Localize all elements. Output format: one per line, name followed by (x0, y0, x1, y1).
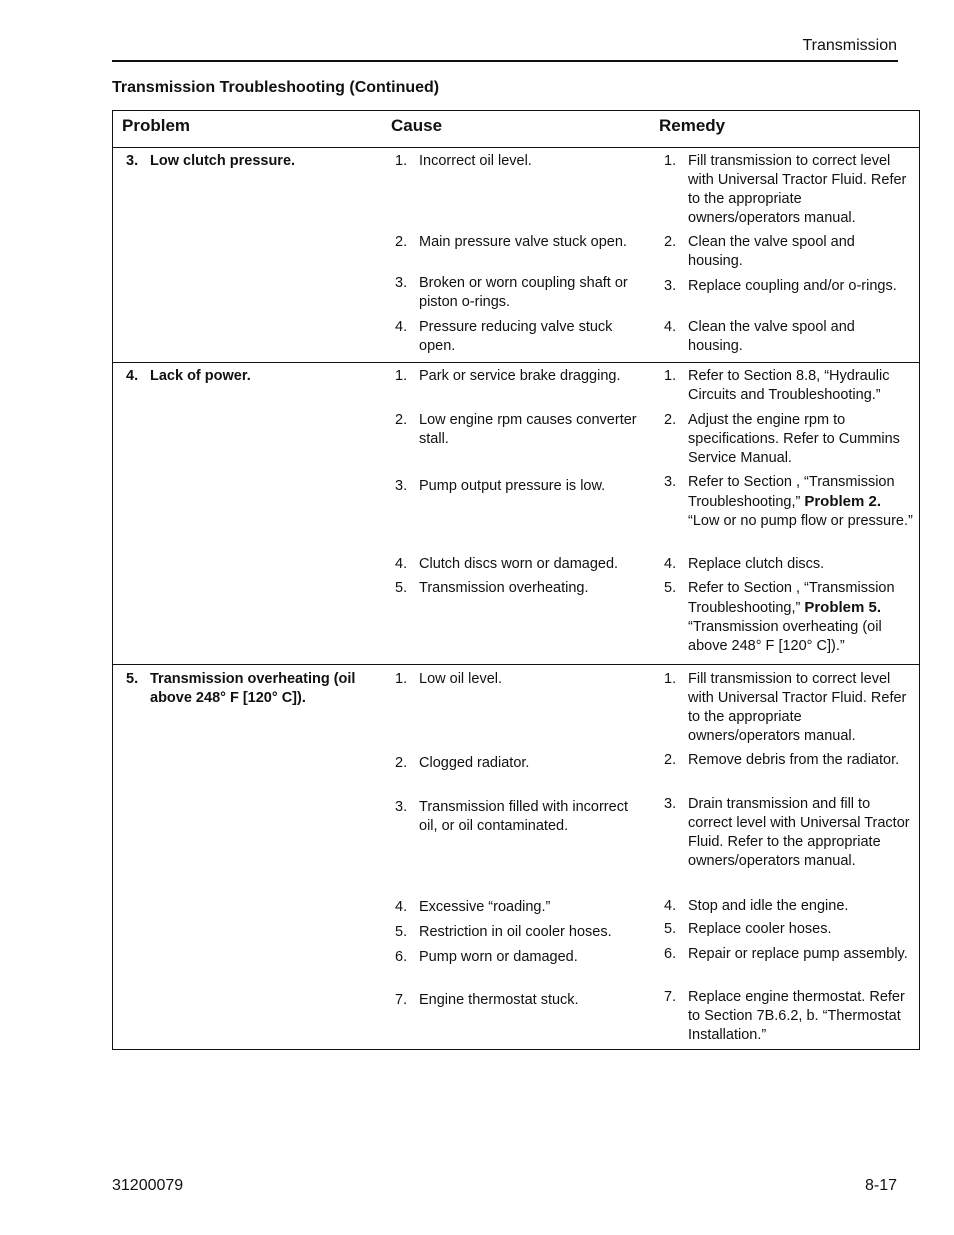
remedy-text: Replace coupling and/or o-rings. (688, 278, 897, 294)
cause-text: Excessive “roading.” (419, 899, 551, 915)
cause-number: 1. (395, 671, 408, 687)
remedy-number: 3. (664, 474, 677, 490)
cause-number: 4. (395, 899, 408, 915)
footer-doc-number: 31200079 (112, 1177, 184, 1194)
remedy-text: Adjust the engine rpm to specifications. Refer to Cummins Service Manual. (688, 412, 900, 466)
header-section-name: Transmission (802, 37, 897, 54)
remedy-text-tail: “Transmission overheating (oil above 248° F [120° C]).” (688, 619, 882, 654)
cause-number: 5. (395, 924, 408, 940)
column-header-remedy: Remedy (659, 116, 726, 135)
remedy-number: 7. (664, 989, 677, 1005)
problem-text: Transmission overheating (oil above 248° F [120° C]). (150, 671, 356, 706)
remedy-text (688, 579, 913, 656)
remedy-number: 2. (664, 412, 677, 428)
header-rule (112, 60, 898, 62)
cause-number: 3. (395, 799, 408, 815)
cause-number: 3. (395, 275, 408, 291)
cause-text: Engine thermostat stuck. (419, 992, 579, 1008)
remedy-number: 4. (664, 319, 677, 335)
problem-reference: Problem 2. (804, 493, 882, 510)
problem-number: 3. (126, 153, 139, 169)
remedy-number: 2. (664, 752, 677, 768)
cause-text: Restriction in oil cooler hoses. (419, 924, 612, 940)
remedy-text: Fill transmission to correct level with Universal Tractor Fluid. Refer to the appropriate owners/operators manual. (688, 153, 907, 226)
remedy-text: Replace engine thermostat. Refer to Section 7B.6.2, b. “Thermostat Installation.” (688, 989, 905, 1043)
remedy-number: 4. (664, 898, 677, 914)
cause-number: 2. (395, 755, 408, 771)
cause-number: 5. (395, 580, 408, 596)
cause-text: Pump output pressure is low. (419, 478, 606, 494)
problem-number: 4. (126, 368, 139, 384)
cause-number: 2. (395, 412, 408, 428)
problem-group (113, 148, 919, 363)
cause-text: Clutch discs worn or damaged. (419, 556, 619, 572)
remedy-text-lead: Refer to Section , “Transmission Troubleshooting,” (688, 580, 895, 616)
cause-text: Incorrect oil level. (419, 153, 532, 169)
remedy-number: 3. (664, 796, 677, 812)
cause-text: Transmission overheating. (419, 580, 589, 596)
section-title: Transmission Troubleshooting (Continued) (112, 79, 440, 96)
remedy-text: Replace clutch discs. (688, 556, 825, 572)
cause-text: Low engine rpm causes converter stall. (419, 412, 637, 447)
remedy-text: Refer to Section 8.8, “Hydraulic Circuits and Troubleshooting.” (688, 368, 890, 403)
cause-text: Pressure reducing valve stuck open. (419, 319, 613, 354)
cause-text: Low oil level. (419, 671, 503, 687)
footer-page-number: 8-17 (864, 1177, 897, 1194)
table-header-row (113, 111, 919, 148)
remedy-number: 1. (664, 153, 677, 169)
cause-text: Clogged radiator. (419, 755, 530, 771)
cause-text: Pump worn or damaged. (419, 949, 578, 965)
cause-number: 7. (395, 992, 408, 1008)
cause-text: Park or service brake dragging. (419, 368, 621, 384)
problem-group (113, 665, 919, 1049)
remedy-number: 1. (664, 368, 677, 384)
problem-text: Lack of power. (150, 368, 251, 384)
remedy-text: Replace cooler hoses. (688, 921, 832, 937)
remedy-text: Drain transmission and fill to correct level with Universal Tractor Fluid. Refer to the appropriate owners/operators manual. (688, 796, 910, 869)
remedy-number: 3. (664, 278, 677, 294)
remedy-text-lead: Refer to Section , “Transmission Troubleshooting,” (688, 474, 895, 510)
remedy-number: 5. (664, 580, 677, 596)
remedy-number: 6. (664, 946, 677, 962)
problem-reference: Problem 5. (804, 599, 882, 616)
cause-text: Transmission filled with incorrect oil, or oil contaminated. (419, 799, 628, 834)
remedy-number: 5. (664, 921, 677, 937)
column-header-problem: Problem (122, 116, 191, 135)
cause-number: 2. (395, 234, 408, 250)
remedy-text: Remove debris from the radiator. (688, 752, 900, 768)
remedy-text: Clean the valve spool and housing. (688, 319, 855, 354)
column-header-cause: Cause (391, 116, 443, 135)
remedy-text (688, 473, 913, 531)
cause-text: Main pressure valve stuck open. (419, 234, 627, 250)
cause-number: 4. (395, 556, 408, 572)
cause-text: Broken or worn coupling shaft or piston o-rings. (419, 275, 628, 310)
troubleshooting-table (112, 110, 920, 1050)
problem-group (113, 363, 919, 665)
problem-text: Low clutch pressure. (150, 153, 296, 169)
cause-number: 1. (395, 368, 408, 384)
cause-number: 6. (395, 949, 408, 965)
remedy-text: Fill transmission to correct level with Universal Tractor Fluid. Refer to the appropriate owners/operators manual. (688, 671, 907, 744)
remedy-text: Repair or replace pump assembly. (688, 946, 908, 962)
remedy-number: 2. (664, 234, 677, 250)
remedy-text: Stop and idle the engine. (688, 898, 849, 914)
cause-number: 1. (395, 153, 408, 169)
remedy-number: 1. (664, 671, 677, 687)
cause-number: 3. (395, 478, 408, 494)
cause-number: 4. (395, 319, 408, 335)
remedy-text: Clean the valve spool and housing. (688, 234, 855, 269)
remedy-number: 4. (664, 556, 677, 572)
remedy-text-tail: “Low or no pump flow or pressure.” (688, 513, 913, 529)
problem-number: 5. (126, 671, 139, 687)
